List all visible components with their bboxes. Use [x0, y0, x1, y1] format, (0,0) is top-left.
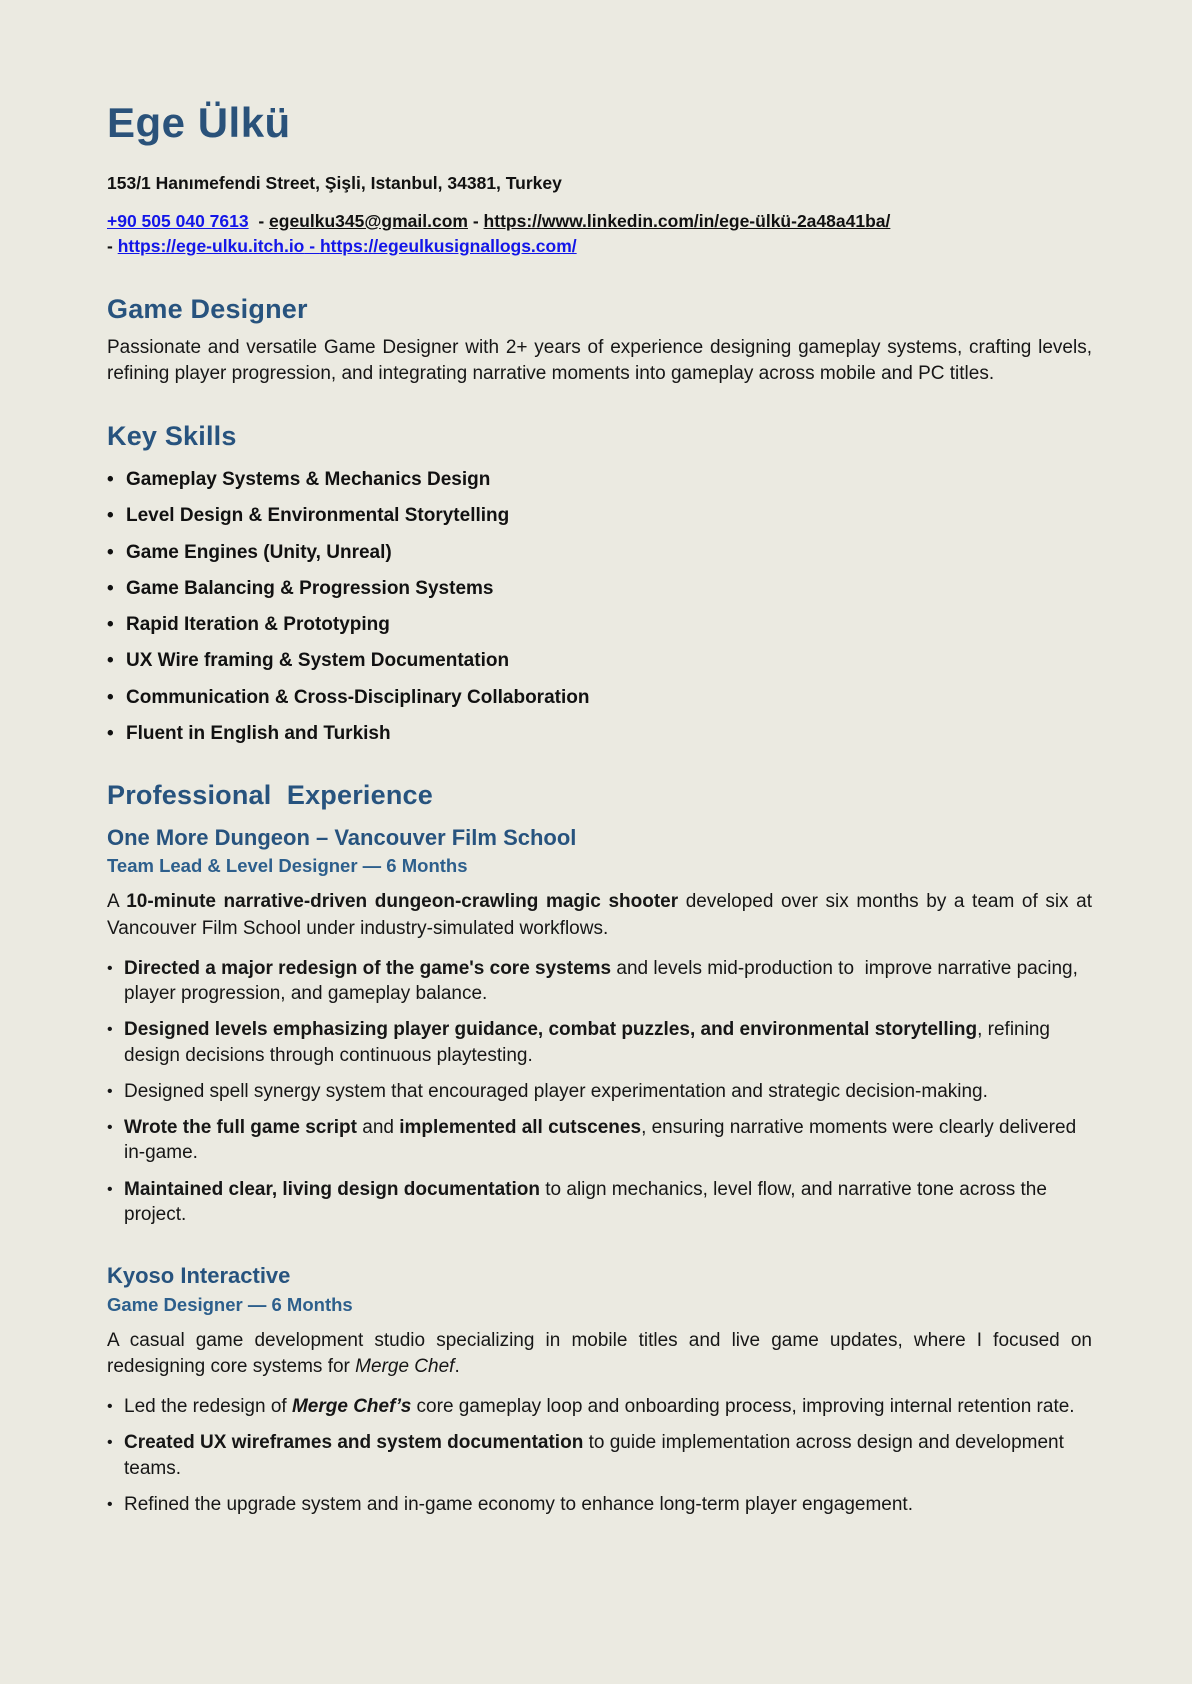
job-bullet-list: [107, 1394, 1092, 1517]
job-bullet: [107, 1430, 1092, 1481]
job-bullet: [107, 1017, 1092, 1068]
job-entry-kyoso: [107, 1263, 1098, 1517]
skill-label: Level Design & Environmental Storytelling: [126, 505, 510, 527]
company-name: One More Dungeon – Vancouver Film School: [107, 824, 577, 850]
phone-link[interactable]: +90 505 040 7613: [107, 210, 249, 231]
bullet-icon: •: [107, 1180, 113, 1198]
company-name: Kyoso Interactive: [107, 1263, 291, 1289]
bullet-icon: •: [107, 1021, 113, 1039]
job-bullet: [107, 1394, 1092, 1419]
job-role: Game Designer — 6 Months: [107, 1293, 353, 1315]
skill-item: [107, 686, 1092, 710]
bullet-icon: •: [107, 541, 114, 563]
job-bullet: [107, 1177, 1092, 1228]
skills-list: [107, 468, 1092, 746]
experience-title: Professional Experience: [107, 779, 433, 810]
contact-links[interactable]: +90 505 040 7613 - egeulku345@gmail.com - https://www.linkedin.com/in/ege-ülkü-2a48a41ba/ - https://ege-ulku.itch.io - https://egeulkusignallogs.com/: [107, 210, 896, 257]
bullet-icon: •: [107, 1434, 113, 1452]
job-entry-vfs: [107, 824, 1098, 1227]
skills-title: Key Skills: [107, 421, 237, 452]
skill-item: [107, 722, 1092, 746]
bullet-icon: •: [107, 505, 114, 527]
bullet-icon: •: [107, 614, 114, 636]
skill-item: [107, 577, 1092, 601]
job-bullet-list: [107, 956, 1092, 1227]
person-name: Ege Ülkü: [107, 99, 291, 146]
bullet-icon: •: [107, 650, 114, 672]
bullet-icon: •: [107, 1082, 113, 1100]
portfolio-link[interactable]: https://egeulkusignallogs.com/: [319, 236, 577, 257]
bullet-text: Designed spell synergy system that encouraged player experimentation and strategic decision-making.: [124, 1080, 988, 1102]
itch-link[interactable]: https://ege-ulku.itch.io: [117, 236, 305, 257]
bullet-text: Led the redesign of Merge Chef’s core gameplay loop and onboarding process, improving internal retention rate.: [124, 1396, 1075, 1418]
skill-item: [107, 649, 1092, 673]
bullet-text: Wrote the full game script and implemented all cutscenes, ensuring narrative moments were clearly delivered in-game.: [124, 1117, 1082, 1164]
skill-label: Rapid Iteration & Prototyping: [126, 614, 390, 636]
job-bullet: [107, 1079, 1092, 1104]
job-bullet: [107, 1492, 1092, 1517]
bullet-icon: •: [107, 722, 114, 744]
bullet-text: Designed levels emphasizing player guidance, combat puzzles, and environmental storytelling, refining design decisions through continuous playtesting.: [124, 1019, 1056, 1066]
job-bullet: [107, 1115, 1092, 1166]
job-role: Team Lead & Level Designer — 6 Months: [107, 855, 468, 877]
skill-label: Game Balancing & Progression Systems: [126, 577, 494, 599]
skill-item: [107, 613, 1092, 637]
skill-label: UX Wire framing & System Documentation: [126, 650, 510, 672]
email-link[interactable]: egeulku345@gmail.com: [269, 210, 468, 231]
skill-item: [107, 504, 1092, 528]
skill-label: Game Engines (Unity, Unreal): [126, 541, 392, 563]
skill-item: [107, 468, 1092, 492]
bullet-text: Maintained clear, living design documentation to align mechanics, level flow, and narrative tone across the project.: [124, 1178, 1053, 1225]
bullet-text: Directed a major redesign of the game's core systems and levels mid-production to improve narrative pacing, player progression, and gameplay balance.: [124, 957, 1084, 1005]
skill-label: Gameplay Systems & Mechanics Design: [126, 469, 491, 491]
job-bullet: [107, 956, 1092, 1007]
bullet-icon: •: [107, 1398, 113, 1416]
bullet-icon: •: [107, 959, 113, 977]
bullet-text: Created UX wireframes and system documentation to guide implementation across design and development teams.: [124, 1432, 1070, 1479]
bullet-icon: •: [107, 686, 114, 708]
bullet-icon: •: [107, 577, 114, 599]
bullet-icon: •: [107, 1495, 113, 1513]
skill-label: Communication & Cross-Disciplinary Collaboration: [126, 686, 590, 708]
job-intro: A casual game development studio specializing in mobile titles and live game updates, where I focused on redesigning core systems for Merge Chef.: [107, 1329, 1098, 1377]
skill-label: Fluent in English and Turkish: [126, 722, 391, 744]
address-line: 153/1 Hanımefendi Street, Şişli, Istanbul, 34381, Turkey: [107, 173, 562, 194]
summary-title: Game Designer: [107, 293, 308, 324]
linkedin-link[interactable]: https://www.linkedin.com/in/ege-ülkü-2a48a41ba/: [483, 210, 891, 231]
bullet-text: Refined the upgrade system and in-game economy to enhance long-term player engagement.: [124, 1493, 913, 1515]
bullet-icon: •: [107, 1119, 113, 1137]
job-intro: A 10-minute narrative-driven dungeon-crawling magic shooter developed over six months by a team of six at Vancouver Film School under industry-simulated workflows.: [107, 891, 1098, 939]
bullet-icon: •: [107, 469, 114, 491]
summary-paragraph: Passionate and versatile Game Designer with 2+ years of experience designing gameplay systems, crafting levels, refining player progression, and integrating narrative moments into gameplay across mobile and PC titles.: [107, 336, 1098, 384]
skill-item: [107, 541, 1092, 565]
